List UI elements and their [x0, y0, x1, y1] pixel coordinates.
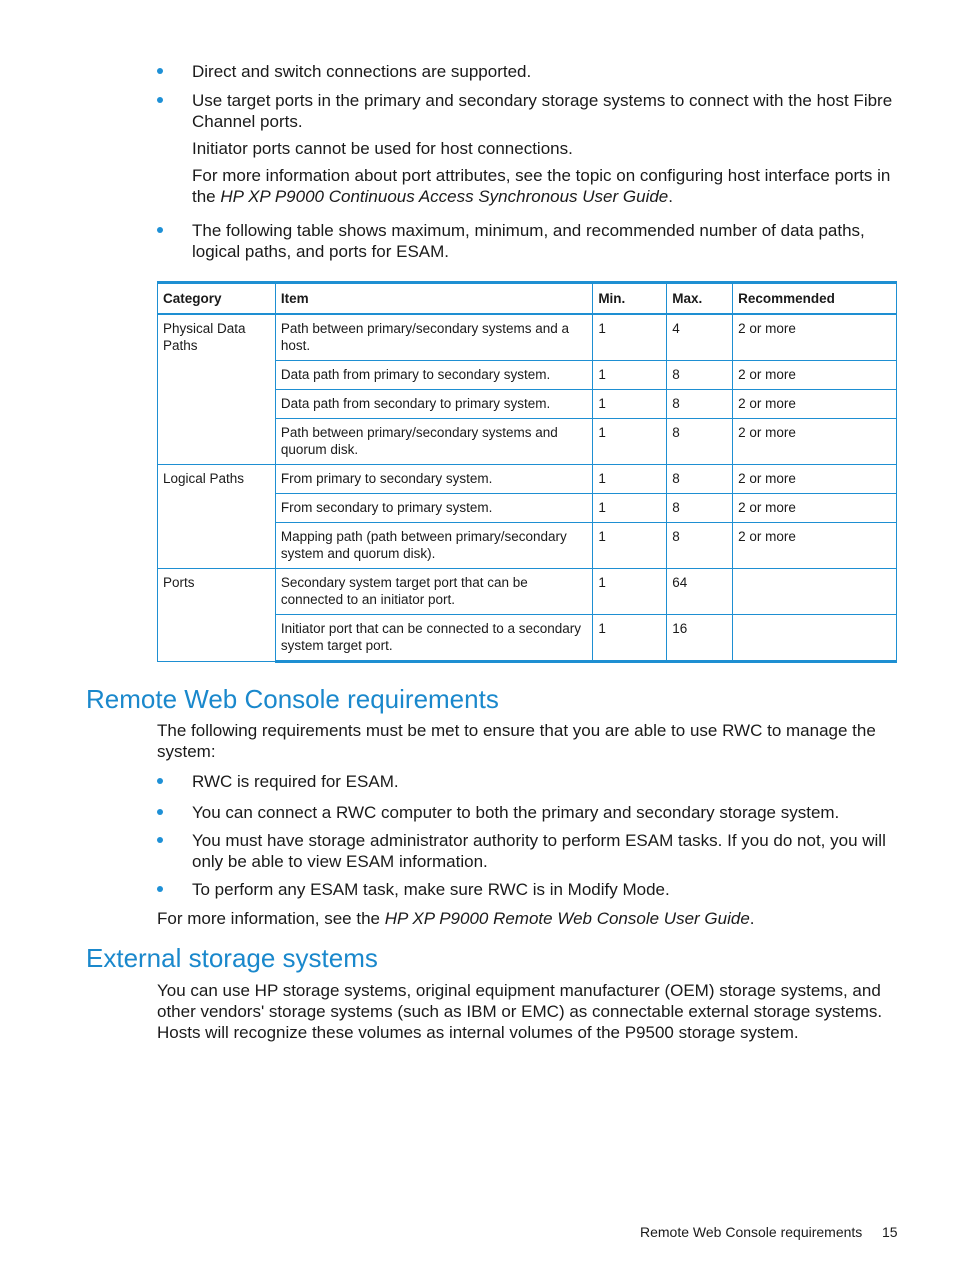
- max-cell: 8: [667, 361, 733, 390]
- bullet-icon: [157, 97, 163, 103]
- recommended-cell: 2 or more: [733, 465, 897, 494]
- category-cell: Physical Data Paths: [158, 314, 276, 465]
- bullet-icon: [157, 886, 163, 892]
- item-cell: Path between primary/secondary systems and a host.: [275, 314, 592, 361]
- category-cell: Logical Paths: [158, 465, 276, 569]
- footer-section-title: Remote Web Console requirements: [640, 1224, 863, 1240]
- max-cell: 8: [667, 419, 733, 465]
- item-cell: Mapping path (path between primary/secondary system and quorum disk).: [275, 523, 592, 569]
- min-cell: 1: [593, 361, 667, 390]
- rwc-more-info-prefix: For more information, see the: [157, 909, 385, 928]
- initiator-note: Initiator ports cannot be used for host connections.: [192, 139, 573, 158]
- max-cell: 8: [667, 494, 733, 523]
- table-row: [158, 465, 897, 494]
- recommended-cell: [733, 615, 897, 662]
- external-section-heading: External storage systems: [86, 943, 378, 973]
- category-cell: Ports: [158, 569, 276, 662]
- bullet-icon: [157, 837, 163, 843]
- item-cell: Path between primary/secondary systems and quorum disk.: [275, 419, 592, 465]
- bullet-icon: [157, 68, 163, 74]
- max-cell: 4: [667, 314, 733, 361]
- min-cell: 1: [593, 569, 667, 615]
- min-cell: 1: [593, 465, 667, 494]
- bullet-text: You must have storage administrator authority to perform ESAM tasks. If you do not, you will only be able to view ESAM information.: [192, 831, 886, 871]
- item-cell: From secondary to primary system.: [275, 494, 592, 523]
- rwc-section-heading: Remote Web Console requirements: [86, 684, 499, 714]
- table-header-row: [158, 283, 897, 315]
- item-cell: Initiator port that can be connected to a secondary system target port.: [275, 615, 592, 662]
- min-cell: 1: [593, 314, 667, 361]
- bullet-text: The following table shows maximum, minimum, and recommended number of data paths, logical paths, and ports for ESAM.: [192, 221, 865, 261]
- guide-reference: HP XP P9000 Remote Web Console User Guide: [384, 909, 750, 928]
- min-cell: 1: [593, 523, 667, 569]
- bullet-text: RWC is required for ESAM.: [192, 772, 399, 791]
- header-recommended: Recommended: [733, 283, 897, 315]
- recommended-cell: 2 or more: [733, 314, 897, 361]
- port-more-info: [192, 165, 892, 207]
- item-cell: From primary to secondary system.: [275, 465, 592, 494]
- paths-ports-table: [157, 281, 897, 663]
- header-max: Max.: [667, 283, 733, 315]
- max-cell: 8: [667, 390, 733, 419]
- bullet-text: Use target ports in the primary and secondary storage systems to connect with the host Fibre Channel ports.: [192, 91, 893, 131]
- recommended-cell: 2 or more: [733, 523, 897, 569]
- bullet-text: To perform any ESAM task, make sure RWC is in Modify Mode.: [192, 880, 670, 899]
- bullet-icon: [157, 778, 163, 784]
- recommended-cell: 2 or more: [733, 419, 897, 465]
- min-cell: 1: [593, 615, 667, 662]
- item-cell: Data path from primary to secondary system.: [275, 361, 592, 390]
- max-cell: 16: [667, 615, 733, 662]
- max-cell: 8: [667, 465, 733, 494]
- table-row: [158, 314, 897, 361]
- header-category: Category: [158, 283, 276, 315]
- max-cell: 64: [667, 569, 733, 615]
- bullet-icon: [157, 809, 163, 815]
- header-item: Item: [275, 283, 592, 315]
- item-cell: Secondary system target port that can be connected to an initiator port.: [275, 569, 592, 615]
- min-cell: 1: [593, 419, 667, 465]
- bullet-icon: [157, 227, 163, 233]
- max-cell: 8: [667, 523, 733, 569]
- min-cell: 1: [593, 390, 667, 419]
- page-number: 15: [882, 1224, 898, 1240]
- recommended-cell: [733, 569, 897, 615]
- bullet-text: Direct and switch connections are supported.: [192, 62, 532, 81]
- bullet-text: You can connect a RWC computer to both the primary and secondary storage system.: [192, 803, 840, 822]
- port-more-info-suffix: .: [668, 187, 673, 206]
- recommended-cell: 2 or more: [733, 494, 897, 523]
- port-more-info-prefix: For more information about port attributes, see the topic on configuring host interface ports in the: [192, 166, 891, 206]
- rwc-more-info: [157, 908, 892, 929]
- recommended-cell: 2 or more: [733, 361, 897, 390]
- rwc-more-info-suffix: .: [749, 909, 755, 928]
- recommended-cell: 2 or more: [733, 390, 897, 419]
- guide-reference: HP XP P9000 Continuous Access Synchronous User Guide: [220, 187, 669, 206]
- rwc-intro: The following requirements must be met to ensure that you are able to use RWC to manage the system:: [157, 721, 876, 761]
- external-body: You can use HP storage systems, original equipment manufacturer (OEM) storage systems, and other vendors' storage systems (such as IBM or EMC) as connectable external storage systems. Hosts will recognize these volumes as internal volumes of the P9500 storage system.: [157, 981, 883, 1042]
- min-cell: 1: [593, 494, 667, 523]
- item-cell: Data path from secondary to primary system.: [275, 390, 592, 419]
- table-row: [158, 569, 897, 615]
- header-min: Min.: [593, 283, 667, 315]
